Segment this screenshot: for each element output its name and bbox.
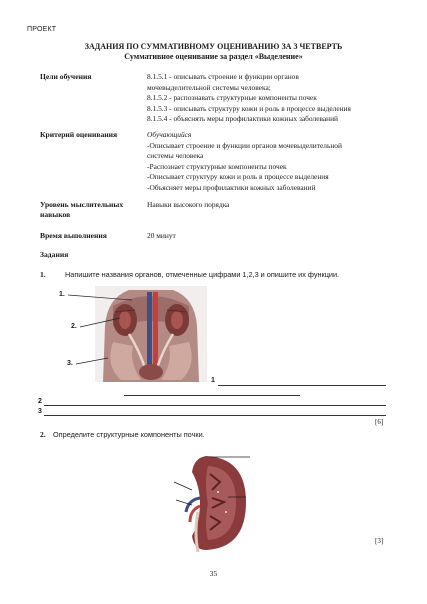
page-title: ЗАДАНИЯ ПО СУММАТИВНОМУ ОЦЕНИВАНИЮ ЗА 3 ЧЕТВЕРТЬ [84,42,343,51]
criteria-item: -Описывает строение и функции органов мочевыделительной [147,140,342,150]
task1-score: [6] [375,418,384,426]
criteria-item: -Объясняет меры профилактики кожных заболеваний [147,182,316,192]
goal-item: 8.1.5.2 - распознавать структурные компоненты почек [147,93,317,102]
task2-score: [3] [375,537,384,545]
criteria-item: -Распознает структурные компоненты почек [147,161,287,171]
task2-number: 2. [40,430,46,439]
fig1-label-1: 1. [59,291,65,298]
task1-number: 1. [40,270,46,279]
thinking-level-label: Уровень мыслительных навыков [40,200,124,219]
goal-item: мочевыделительной системы человека; [147,82,271,92]
goals-label: Цели обучения [40,72,92,81]
goal-item: 8.1.5.1 - описывать строение и функции органов [147,72,299,81]
goal-item: 8.1.5.3 - описывать структуру кожи и роль в процессе выделения [147,103,351,113]
page-subtitle: Суммативное оценивание за раздел «Выделение» [124,52,303,61]
time-label: Время выполнения [40,231,107,240]
fig1-label-3: 3. [67,360,73,367]
time-value: 20 минут [147,231,176,240]
thinking-level-value: Навыки высокого порядка [147,200,230,209]
project-tag: ПРОЕКТ [27,26,57,33]
criteria-label: Критерий оценивания [40,130,118,139]
tasks-heading: Задания [40,250,69,259]
criteria-item: системы человека [147,151,204,160]
goal-item: 8.1.5.4 - объяснять меры профилактики кожных заболеваний [147,114,339,123]
answer1-number: 1 [211,377,215,384]
page-number: 35 [209,569,218,578]
criteria-intro: Обучающийся [147,130,192,139]
answer3-number: 3 [38,408,42,415]
criteria-item: -Описывает структуру кожи и роль в процессе выделения [147,172,329,181]
answer2-number: 2 [38,398,42,405]
fig1-label-2: 2. [71,323,77,330]
task1-text: Напишите названия органов, отмеченные цифрами 1,2,3 и опишите их функции. [65,270,340,279]
task2-text: Определите структурные компоненты почки. [53,430,205,439]
